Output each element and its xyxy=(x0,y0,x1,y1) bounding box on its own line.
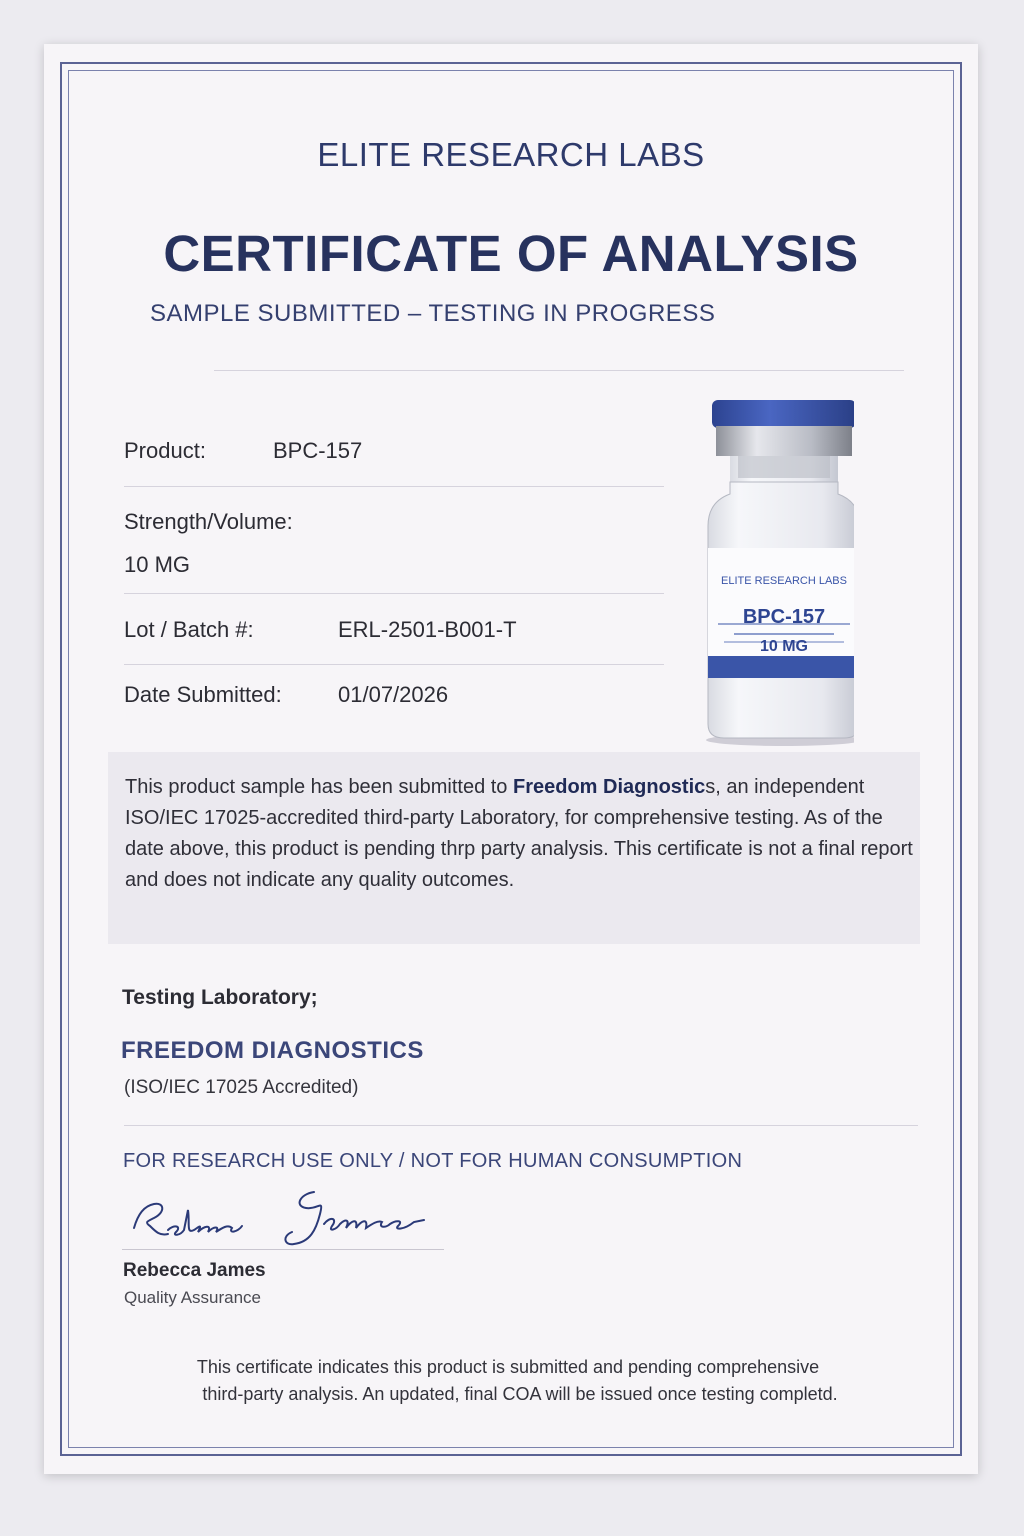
field-divider xyxy=(124,593,664,594)
header-divider xyxy=(214,370,904,371)
notice-lab-highlight: Freedom Diagnostic xyxy=(513,776,706,798)
vial-product-text: BPC-157 xyxy=(742,606,826,628)
footer-disclaimer xyxy=(108,1354,908,1408)
testing-lab-label: Testing Laboratory; xyxy=(122,986,318,1009)
section-divider xyxy=(124,1125,918,1126)
lot-value: ERL-2501-B001-T xyxy=(338,617,517,642)
date-label: Date Submitted: xyxy=(124,682,282,707)
lab-accreditation: (ISO/IEC 17025 Accredited) xyxy=(124,1077,359,1098)
signatory-role: Quality Assurance xyxy=(124,1288,262,1307)
footer-line-1: This certificate indicates this product is submitted and pending comprehensive xyxy=(196,1357,820,1377)
notice-text-before: This product sample has been submitted to xyxy=(125,776,513,798)
testing-lab-name: FREEDOM DIAGNOSTICS xyxy=(121,1037,424,1064)
notice-text xyxy=(125,772,915,896)
date-value: 01/07/2026 xyxy=(338,682,449,707)
field-divider xyxy=(124,486,664,487)
product-label: Product: xyxy=(124,438,206,463)
product-value: BPC-157 xyxy=(273,438,363,463)
submission-notice xyxy=(108,752,920,944)
lot-label: Lot / Batch #: xyxy=(124,617,254,642)
vial-image xyxy=(704,398,854,748)
certificate-subtitle: SAMPLE SUBMITTED – TESTING IN PROGRESS xyxy=(150,300,716,327)
certificate-sheet xyxy=(44,44,978,1474)
notice-text-after: s, an independent ISO/IEC 17025-accredited third-party Laboratory, for comprehensive testing. As of the date above, this product is pending thrp party analysis. This certificate is not a final report and does not indicate any quality outcomes. xyxy=(125,776,913,891)
vial-brand-text: ELITE RESEARCH LABS xyxy=(721,575,847,587)
strength-label: Strength/Volume: xyxy=(124,509,293,534)
certificate-title: CERTIFICATE OF ANALYSIS xyxy=(163,225,859,282)
signature-line xyxy=(122,1249,444,1250)
vial-strength-text: 10 MG xyxy=(759,638,809,655)
footer-line-2: third-party analysis. An updated, final COA will be issued once testing completd. xyxy=(202,1384,838,1404)
company-name: ELITE RESEARCH LABS xyxy=(317,136,705,173)
strength-value: 10 MG xyxy=(124,552,191,577)
signatory-name: Rebecca James xyxy=(123,1260,266,1281)
field-divider xyxy=(124,664,664,665)
research-use-notice: FOR RESEARCH USE ONLY / NOT FOR HUMAN CONSUMPTION xyxy=(123,1150,743,1172)
handwritten-signature xyxy=(124,1184,454,1254)
